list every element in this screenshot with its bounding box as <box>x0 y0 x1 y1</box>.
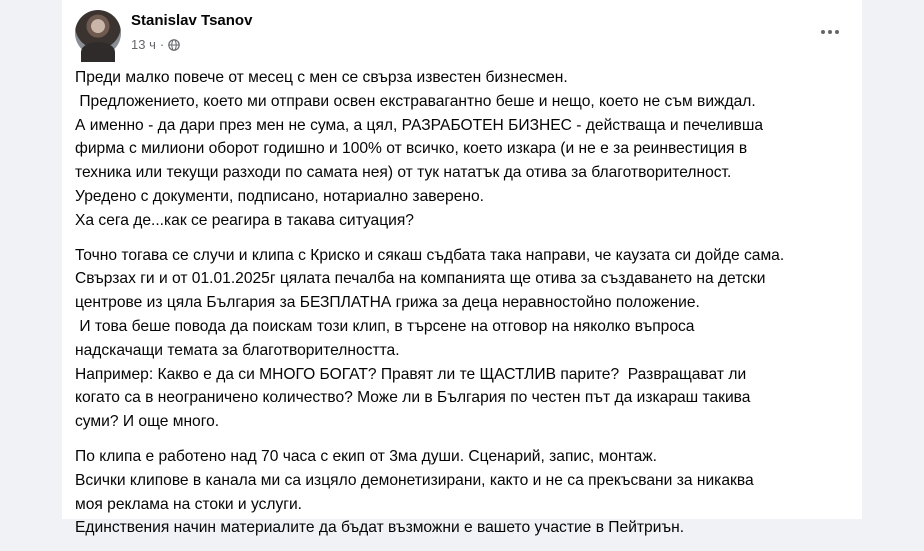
post-meta <box>131 37 180 52</box>
post-line: когато са в неограничено количество? Може ли в България по честен път да изкараш такива <box>75 389 751 407</box>
avatar[interactable] <box>75 10 121 56</box>
post-line: Ха сега де...как се реагира в такава ситуация? <box>75 211 414 229</box>
post-line: Преди малко повече от месец с мен се свърза известен бизнесмен. <box>75 69 568 86</box>
post-line: надскачащи темата за благотворителността. <box>75 341 400 359</box>
author-name[interactable]: Stanislav Tsanov <box>131 12 253 29</box>
post-line: Предложението, което ми отправи освен екстравагантно беше и нещо, което не съм виждал. <box>75 92 756 110</box>
post-line: техника или текущи разходи по самата нея) от тук нататък да отива за благотворителност. <box>75 164 732 182</box>
post-line: Свързах ги и от 01.01.2025г цялата печалба на компанията ще отива за създаването на детски <box>75 270 766 288</box>
post-paragraph <box>75 445 850 540</box>
post-line: суми? И още много. <box>75 413 220 431</box>
post-line: Уредено с документи, подписано, нотариално заверено. <box>75 187 485 205</box>
post-line: А именно - да дари през мен не сума, а цял, РАЗРАБОТЕН БИЗНЕС - действаща и печеливша <box>75 116 764 134</box>
post-line: Точно тогава се случи и клипа с Криско и сякаш съдбата така направи, че каузата си дойде сама. <box>75 246 785 264</box>
post-card <box>62 0 862 537</box>
post-paragraph <box>75 66 850 233</box>
meta-separator: · <box>159 37 165 52</box>
globe-icon[interactable] <box>168 39 180 51</box>
post-time[interactable]: 13 ч <box>131 37 156 52</box>
post-line: центрове из цяла България за БЕЗПЛАТНА грижа за деца неравностойно положение. <box>75 294 700 312</box>
post-line: моя реклама на стоки и услуги. <box>75 495 303 513</box>
post-line: Например: Какво е да си МНОГО БОГАТ? Правят ли те ЩАСТЛИВ парите? Развращават ли <box>75 365 747 383</box>
post-line: И това беше повода да поискам този клип, в търсене на отговор на няколко въпроса <box>75 317 695 335</box>
more-horizontal-icon[interactable] <box>818 20 842 44</box>
post-line: Всички клипове в канала ми са изцяло демонетизирани, както и не са прекъсвани за никаква <box>75 471 754 489</box>
post-line: По клипа е работено над 70 часа с екип от 3ма души. Сценарий, запис, монтаж. <box>75 447 658 465</box>
post-line: фирма с милиони оборот годишно и 100% от всичко, което изкара (и не е за реинвестиция в <box>75 140 748 158</box>
post-text <box>75 66 850 551</box>
post-line: Единствения начин материалите да бъдат възможни е вашето участие в Пейтриън. <box>75 519 685 537</box>
post-paragraph <box>75 244 850 434</box>
post-header <box>75 10 862 60</box>
